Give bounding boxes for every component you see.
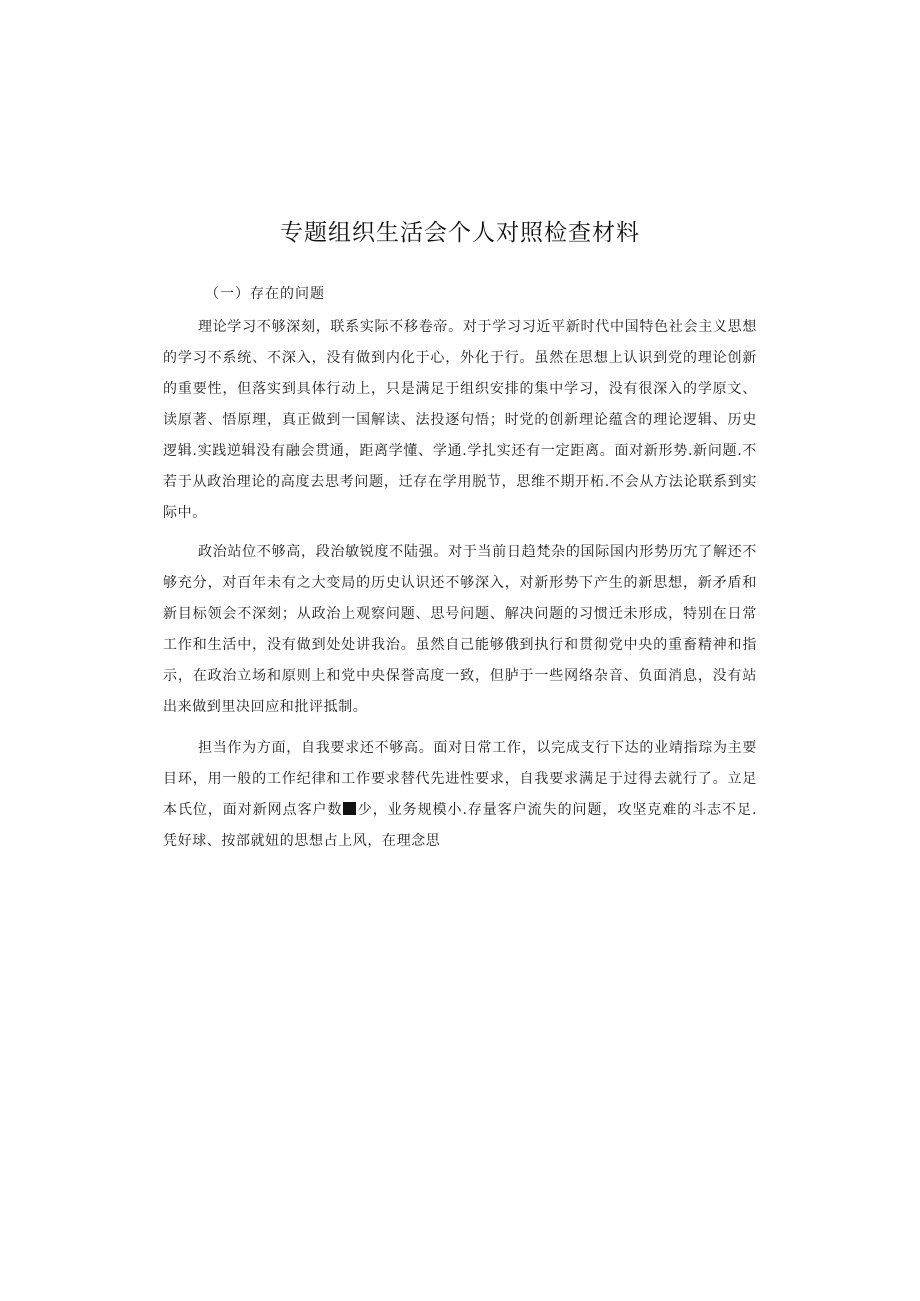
- paragraph-theory-study: 理论学习不够深刻，联系实际不移卷帝。对于学习习近平新时代中国特色社会主义思想的学习不系统、不深入，没有做到内化于心，外化于行。虽然在思想上认识到党的理论创新的重要性，但落实到具体行动上，只是满足于组织安排的集中学习，没有很深入的学原文、读原著、悟原理，真正做到一国解读、法投逐句悟；时党的创新理论蕴含的理论逻辑、历史逻辑.实践逆辑没有融会贯通，距离学懂、学通.学扎实还有一定距离。面对新形势.新问题.不若于从政治理论的高度去思考问题，迁存在学用脱节，思维不期开柘.不会从方法论联系到实际中。: [163, 319, 757, 521]
- redaction-mark: [343, 802, 356, 815]
- document-title: 专题组织生活会个人对照检查材料: [280, 220, 640, 246]
- paragraph-text-part-1: 担当作为方面，自我要求还不够高。面对日常工作，以完成支行下达的业靖指琮为主要目环，用一般的工作纪律和工作要求替代先进性要求，自我要求满足于过得去就行了。立足本氏位，面对新网点客户数: [163, 740, 757, 818]
- paragraph-responsibility: [163, 733, 757, 857]
- paragraph-text-part-2: 少，业务规模小.存量客户流失的问题，攻坚克难的斗志不足.凭好球、按部就妞的思想占上风，在理念思: [163, 802, 758, 849]
- paragraph-political-stance: 政治站位不够高，段治敏锐度不陆强。对于当前日趋梵杂的国际国内形势历宄了解还不够充分，对百年未有之大变局的历史认识还不够深入，对新形势下产生的新思想，新矛盾和新目标领会不深刻；从政治上观察问题、思号问题、解决问题的习惯迁未形成，特别在日常工作和生活中，没有做到处处讲我治。虽然自己能够俄到执行和贯彻党中央的重畜精神和指示，在政治立场和原则上和党中央保誉高度一致，但胪于一些网络杂音、负面消息，没有站出来做到里决回应和批评抵制。: [163, 544, 757, 715]
- section-heading: （一）存在的问题: [205, 286, 325, 302]
